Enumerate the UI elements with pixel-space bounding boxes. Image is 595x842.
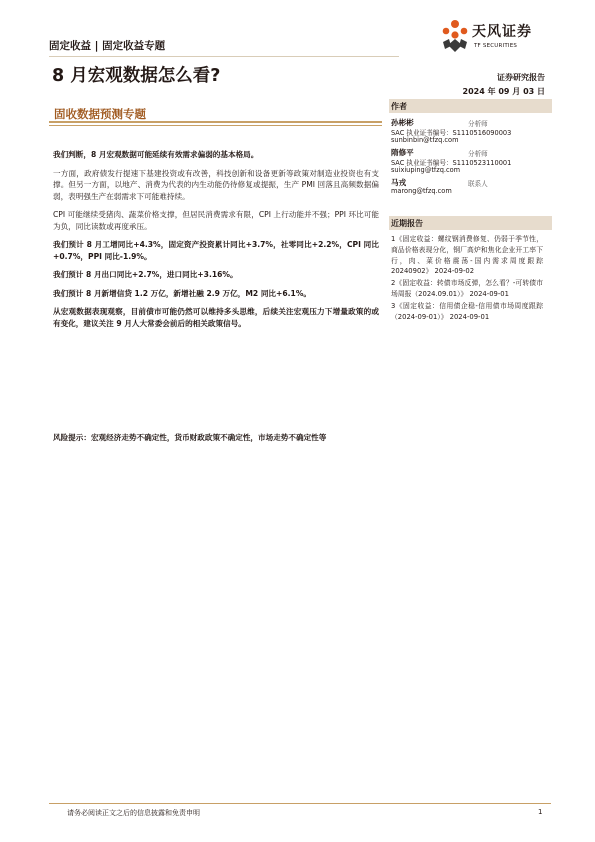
paragraph-forecast-credit: 我们预计 8 月新增信贷 1.2 万亿，新增社融 2.9 万亿，M2 同比+6.1%。 (53, 288, 312, 298)
report-subtitle: 固收数据预测专题 (54, 107, 146, 121)
logo-english-name: TF SECURITIES (474, 43, 518, 49)
analyst-name: 孙彬彬 (391, 118, 414, 127)
risk-warning: 风险提示：宏观经济走势不确定性，货币财政政策不确定性，市场走势不确定性等 (53, 433, 327, 442)
analyst-list (391, 117, 551, 199)
recent-report-item[interactable]: 1《固定收益：螺纹钢消费修复、仍弱于季节性，商品价格表现分化，钢厂高炉和焦化企业开工率下行，肉、菜价格震荡-国内需求周度跟踪20240902》 2024-09-02 (391, 235, 543, 276)
subtitle-rule-thin (49, 125, 382, 126)
subtitle-rule-thick (49, 121, 382, 123)
footer-divider (49, 803, 551, 804)
analyst-name: 马戎 (391, 178, 407, 187)
recent-reports-list (391, 234, 543, 323)
paragraph-forecast-growth: 我们预计 8 月工增同比+4.3%，固定资产投资累计同比+3.7%，社零同比+2.2%，CPI 同比+0.7%，PPI 同比-1.9%。 (53, 240, 379, 261)
paragraph-forecast-trade: 我们预计 8 月出口同比+2.7%，进口同比+3.16%。 (53, 270, 238, 279)
analyst-email[interactable]: suixiuping@tfzq.com (391, 166, 461, 174)
authors-header (389, 99, 552, 113)
analyst-entry (391, 147, 551, 177)
analyst-entry (391, 177, 551, 199)
main-body (53, 149, 379, 336)
report-title: 8 月宏观数据怎么看? (52, 66, 221, 86)
paragraph-conclusion: 从宏观数据表现观察，目前债市可能仍然可以维持多头思维，后续关注宏观压力下增量政策的或有变化，建议关注 9 月人大常委会前后的相关政策信号。 (53, 307, 379, 328)
analyst-name: 隋修平 (391, 148, 414, 157)
analyst-cert: SAC 执业证书编号：S1110523110001 (391, 159, 512, 167)
logo-name: 天风证券 (472, 24, 532, 40)
report-type: 证券研究报告 (497, 73, 545, 82)
analyst-role: 分析师 (468, 150, 488, 158)
recent-reports-header (389, 216, 552, 230)
authors-label: 作者 (391, 102, 407, 111)
company-logo (439, 17, 551, 61)
paragraph-prices: CPI 可能继续受猪肉、蔬菜价格支撑，但居民消费需求有限，CPI 上行动能并不强；PPI 环比可能为负，同比读数或再度承压。 (53, 210, 379, 231)
analyst-role: 分析师 (468, 120, 488, 128)
recent-report-item[interactable]: 2《固定收益：转债市场反弹，怎么看？-可转债市场周报（2024.09.01）》 2024-09-01 (391, 279, 543, 298)
breadcrumb: 固定收益 | 固定收益专题 (49, 40, 166, 52)
recent-reports-label: 近期报告 (391, 219, 423, 228)
paragraph-investment: 一方面，政府债发行提速下基建投资或有改善，科技创新和设备更新等政策对制造业投资也有支撑。但另一方面，以地产、消费为代表的内生动能仍待修复或提振，生产 PMI 回落且高频数据偏弱，表明强生产在弱需求下可能难持续。 (53, 168, 379, 201)
paragraph-summary: 我们判断，8 月宏观数据可能延续有效需求偏弱的基本格局。 (53, 150, 259, 159)
report-date: 2024 年 09 月 03 日 (462, 87, 545, 96)
page-number: 1 (538, 808, 543, 816)
footer-disclaimer: 请务必阅读正文之后的信息披露和免责申明 (67, 809, 200, 817)
analyst-email[interactable]: sunbinbin@tfzq.com (391, 136, 459, 144)
logo-mark-icon (439, 19, 471, 55)
header-divider (49, 56, 399, 57)
analyst-email[interactable]: marong@tfzq.com (391, 187, 452, 195)
analyst-role: 联系人 (468, 180, 488, 188)
recent-report-item[interactable]: 3《固定收益：信用债企稳-信用债市场周度跟踪（2024-09-01）》 2024-09-01 (391, 301, 543, 321)
analyst-cert: SAC 执业证书编号：S1110516090003 (391, 129, 512, 137)
analyst-entry (391, 117, 551, 147)
